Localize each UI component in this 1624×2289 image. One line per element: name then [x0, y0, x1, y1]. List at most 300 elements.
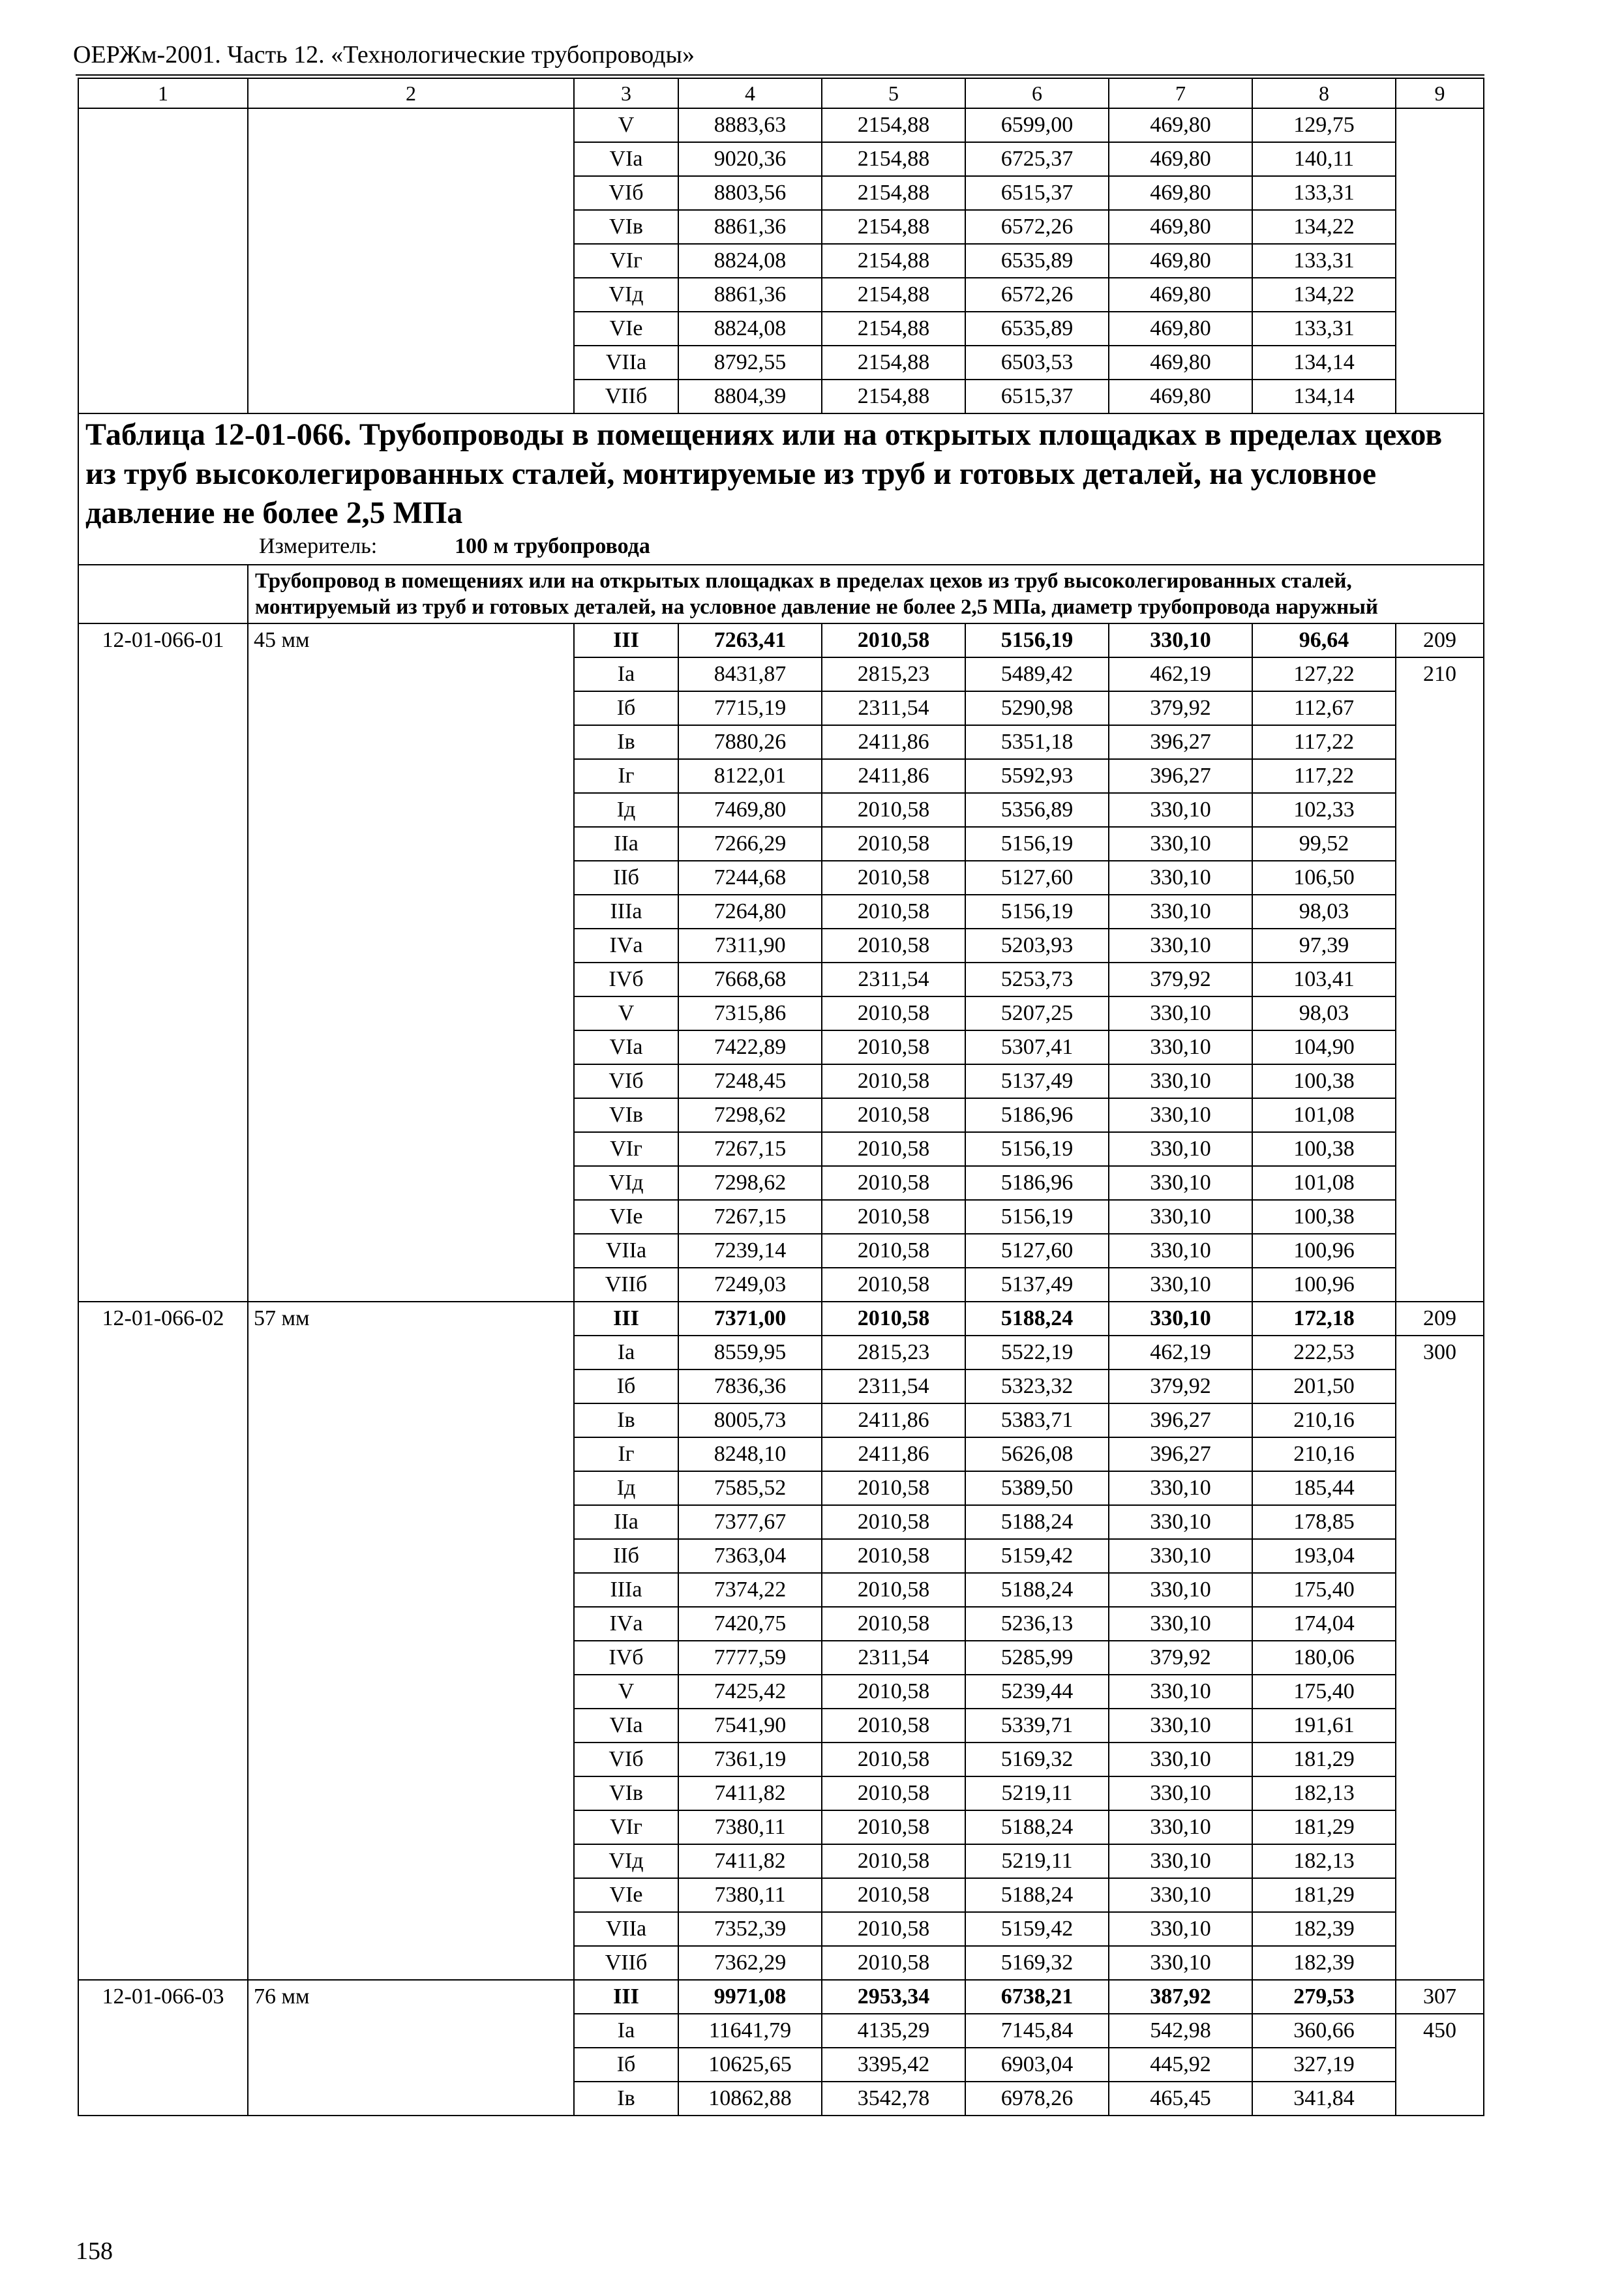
materials-cell: 134,14	[1252, 380, 1396, 413]
materials-cell: 172,18	[1252, 1302, 1396, 1336]
labor-cost-cell: 2154,88	[822, 210, 965, 244]
machine-cost-cell: 5592,93	[965, 759, 1109, 793]
total-cost-cell: 7267,15	[678, 1132, 822, 1166]
labor-cost-cell: 2311,54	[822, 1641, 965, 1675]
labor-cost-cell: 2010,58	[822, 1878, 965, 1912]
column-number-8: 8	[1252, 78, 1396, 108]
machine-cost-cell: 5186,96	[965, 1166, 1109, 1200]
driver-wage-cell: 330,10	[1109, 793, 1252, 827]
column-number-2: 2	[248, 78, 574, 108]
description-code-cell	[78, 565, 248, 623]
zone-cell: VIд	[574, 278, 678, 312]
materials-cell: 210,16	[1252, 1403, 1396, 1437]
table-description: Трубопровод в помещениях или на открытых площадках в пределах цехов из труб высоколегированных сталей, монтируемый из труб и готовых деталей, на условное давление не более 2,5 МПа, диаметр трубопровода наружный	[248, 565, 1484, 623]
zone-cell: Iд	[574, 793, 678, 827]
labor-cost-cell: 2010,58	[822, 1743, 965, 1776]
labor-cost-cell: 2154,88	[822, 142, 965, 176]
zone-cell: VIIа	[574, 346, 678, 380]
machine-cost-cell: 5159,42	[965, 1912, 1109, 1946]
labor-cost-cell: 2010,58	[822, 1709, 965, 1743]
driver-wage-cell: 542,98	[1109, 2014, 1252, 2048]
driver-wage-cell: 396,27	[1109, 1437, 1252, 1471]
materials-cell: 180,06	[1252, 1641, 1396, 1675]
machine-cost-cell: 5156,19	[965, 623, 1109, 657]
total-cost-cell: 7411,82	[678, 1776, 822, 1810]
machine-cost-cell: 6903,04	[965, 2048, 1109, 2082]
labor-cost-cell: 2311,54	[822, 691, 965, 725]
materials-cell: 106,50	[1252, 861, 1396, 895]
labor-cost-cell: 2010,58	[822, 1064, 965, 1098]
labor-cost-cell: 2010,58	[822, 895, 965, 929]
wage-cell	[1396, 108, 1484, 413]
labor-cost-cell: 2154,88	[822, 278, 965, 312]
driver-wage-cell: 379,92	[1109, 691, 1252, 725]
zone-cell: IVа	[574, 1607, 678, 1641]
driver-wage-cell: 462,19	[1109, 1336, 1252, 1369]
total-cost-cell: 8005,73	[678, 1403, 822, 1437]
total-cost-cell: 8824,08	[678, 244, 822, 278]
machine-cost-cell: 5188,24	[965, 1302, 1109, 1336]
column-number-3: 3	[574, 78, 678, 108]
total-cost-cell: 7363,04	[678, 1539, 822, 1573]
machine-cost-cell: 5323,32	[965, 1369, 1109, 1403]
driver-wage-cell: 330,10	[1109, 996, 1252, 1030]
zone-cell: Iд	[574, 1471, 678, 1505]
total-cost-cell: 7362,29	[678, 1946, 822, 1980]
machine-cost-cell: 6725,37	[965, 142, 1109, 176]
pipe-diameter: 57 мм	[248, 1302, 574, 1980]
zone-cell: Iв	[574, 725, 678, 759]
table-row	[78, 1302, 1484, 1336]
labor-cost-cell: 2815,23	[822, 1336, 965, 1369]
measurer-label: Измеритель:	[259, 534, 378, 558]
driver-wage-cell: 379,92	[1109, 963, 1252, 996]
table-title: Таблица 12-01-066. Трубопроводы в помещениях или на открытых площадках в пределах цехов из труб высоколегированных сталей, монтируемые из труб и готовых деталей, на условное давление не более 2,5 МПа	[85, 417, 1443, 530]
item-code: 12-01-066-01	[78, 623, 248, 1302]
total-cost-cell: 8431,87	[678, 657, 822, 691]
machine-cost-cell: 6515,37	[965, 176, 1109, 210]
machine-cost-cell: 5188,24	[965, 1810, 1109, 1844]
total-cost-cell: 7239,14	[678, 1234, 822, 1268]
driver-wage-cell: 330,10	[1109, 1776, 1252, 1810]
driver-wage-cell: 330,10	[1109, 1878, 1252, 1912]
machine-cost-cell: 5207,25	[965, 996, 1109, 1030]
machine-cost-cell: 5236,13	[965, 1607, 1109, 1641]
materials-cell: 191,61	[1252, 1709, 1396, 1743]
total-cost-cell: 8861,36	[678, 210, 822, 244]
driver-wage-cell: 379,92	[1109, 1641, 1252, 1675]
zone-cell: IIб	[574, 1539, 678, 1573]
wage-cell: 450	[1396, 2014, 1484, 2116]
zone-cell: V	[574, 1675, 678, 1709]
materials-cell: 101,08	[1252, 1166, 1396, 1200]
zone-cell: VIIб	[574, 1268, 678, 1302]
total-cost-cell: 7267,15	[678, 1200, 822, 1234]
materials-cell: 133,31	[1252, 244, 1396, 278]
materials-cell: 99,52	[1252, 827, 1396, 861]
driver-wage-cell: 330,10	[1109, 861, 1252, 895]
labor-cost-cell: 2154,88	[822, 244, 965, 278]
labor-cost-cell: 2311,54	[822, 963, 965, 996]
zone-cell: VIIб	[574, 1946, 678, 1980]
machine-cost-cell: 5169,32	[965, 1743, 1109, 1776]
table-row	[78, 1980, 1484, 2014]
zone-cell: Iа	[574, 2014, 678, 2048]
labor-cost-cell: 2010,58	[822, 1776, 965, 1810]
labor-cost-cell: 2010,58	[822, 1166, 965, 1200]
driver-wage-cell: 330,10	[1109, 1912, 1252, 1946]
machine-cost-cell: 5290,98	[965, 691, 1109, 725]
total-cost-cell: 8792,55	[678, 346, 822, 380]
total-cost-cell: 8861,36	[678, 278, 822, 312]
materials-cell: 279,53	[1252, 1980, 1396, 2014]
machine-cost-cell: 5307,41	[965, 1030, 1109, 1064]
labor-cost-cell: 2010,58	[822, 1268, 965, 1302]
total-cost-cell: 8122,01	[678, 759, 822, 793]
driver-wage-cell: 469,80	[1109, 176, 1252, 210]
materials-cell: 341,84	[1252, 2082, 1396, 2116]
zone-cell: VIа	[574, 142, 678, 176]
machine-cost-cell: 5356,89	[965, 793, 1109, 827]
materials-cell: 100,38	[1252, 1200, 1396, 1234]
measurer-value: 100 м трубопровода	[455, 534, 650, 558]
labor-cost-cell: 2411,86	[822, 759, 965, 793]
machine-cost-cell: 5626,08	[965, 1437, 1109, 1471]
wage-cell: 209	[1396, 1302, 1484, 1336]
total-cost-cell: 7263,41	[678, 623, 822, 657]
total-cost-cell: 7249,03	[678, 1268, 822, 1302]
materials-cell: 129,75	[1252, 108, 1396, 142]
machine-cost-cell: 5188,24	[965, 1505, 1109, 1539]
driver-wage-cell: 469,80	[1109, 108, 1252, 142]
zone-cell: VIг	[574, 1810, 678, 1844]
driver-wage-cell: 330,10	[1109, 1573, 1252, 1607]
zone-cell: VIг	[574, 1132, 678, 1166]
materials-cell: 112,67	[1252, 691, 1396, 725]
zone-cell: Iв	[574, 1403, 678, 1437]
zone-cell: Iв	[574, 2082, 678, 2116]
machine-cost-cell: 5137,49	[965, 1268, 1109, 1302]
machine-cost-cell: 6599,00	[965, 108, 1109, 142]
driver-wage-cell: 330,10	[1109, 1302, 1252, 1336]
total-cost-cell: 8559,95	[678, 1336, 822, 1369]
total-cost-cell: 7880,26	[678, 725, 822, 759]
materials-cell: 175,40	[1252, 1573, 1396, 1607]
total-cost-cell: 7377,67	[678, 1505, 822, 1539]
machine-cost-cell: 5188,24	[965, 1573, 1109, 1607]
driver-wage-cell: 469,80	[1109, 380, 1252, 413]
total-cost-cell: 7352,39	[678, 1912, 822, 1946]
materials-cell: 117,22	[1252, 759, 1396, 793]
total-cost-cell: 9020,36	[678, 142, 822, 176]
labor-cost-cell: 2010,58	[822, 1132, 965, 1166]
machine-cost-cell: 5339,71	[965, 1709, 1109, 1743]
zone-cell: VIд	[574, 1166, 678, 1200]
total-cost-cell: 7420,75	[678, 1607, 822, 1641]
labor-cost-cell: 2010,58	[822, 827, 965, 861]
driver-wage-cell: 469,80	[1109, 278, 1252, 312]
machine-cost-cell: 6978,26	[965, 2082, 1109, 2116]
zone-cell: III	[574, 623, 678, 657]
total-cost-cell: 7425,42	[678, 1675, 822, 1709]
labor-cost-cell: 2010,58	[822, 1810, 965, 1844]
wage-cell: 209	[1396, 623, 1484, 657]
materials-cell: 133,31	[1252, 312, 1396, 346]
pipe-diameter: 45 мм	[248, 623, 574, 1302]
materials-cell: 327,19	[1252, 2048, 1396, 2082]
materials-cell: 100,96	[1252, 1268, 1396, 1302]
total-cost-cell: 7668,68	[678, 963, 822, 996]
zone-cell: VIд	[574, 1844, 678, 1878]
materials-cell: 101,08	[1252, 1098, 1396, 1132]
zone-cell: VIа	[574, 1709, 678, 1743]
total-cost-cell: 7315,86	[678, 996, 822, 1030]
machine-cost-cell: 5489,42	[965, 657, 1109, 691]
column-number-9: 9	[1396, 78, 1484, 108]
machine-cost-cell: 6572,26	[965, 210, 1109, 244]
column-number-6: 6	[965, 78, 1109, 108]
total-cost-cell: 8804,39	[678, 380, 822, 413]
materials-cell: 104,90	[1252, 1030, 1396, 1064]
zone-cell: VIб	[574, 176, 678, 210]
materials-cell: 181,29	[1252, 1810, 1396, 1844]
total-cost-cell: 7541,90	[678, 1709, 822, 1743]
labor-cost-cell: 2010,58	[822, 793, 965, 827]
zone-cell: VIб	[574, 1743, 678, 1776]
machine-cost-cell: 5239,44	[965, 1675, 1109, 1709]
table-title-row	[78, 413, 1484, 565]
labor-cost-cell: 4135,29	[822, 2014, 965, 2048]
zone-cell: IVб	[574, 1641, 678, 1675]
materials-cell: 140,11	[1252, 142, 1396, 176]
machine-cost-cell: 5156,19	[965, 1132, 1109, 1166]
machine-cost-cell: 5351,18	[965, 725, 1109, 759]
total-cost-cell: 7585,52	[678, 1471, 822, 1505]
labor-cost-cell: 2010,58	[822, 1539, 965, 1573]
driver-wage-cell: 445,92	[1109, 2048, 1252, 2082]
driver-wage-cell: 462,19	[1109, 657, 1252, 691]
labor-cost-cell: 2010,58	[822, 1200, 965, 1234]
machine-cost-cell: 5522,19	[965, 1336, 1109, 1369]
driver-wage-cell: 330,10	[1109, 1539, 1252, 1573]
measurer	[85, 533, 1477, 563]
machine-cost-cell: 5285,99	[965, 1641, 1109, 1675]
pipe-diameter: 76 мм	[248, 1980, 574, 2116]
machine-cost-cell: 7145,84	[965, 2014, 1109, 2048]
total-cost-cell: 11641,79	[678, 2014, 822, 2048]
total-cost-cell: 8883,63	[678, 108, 822, 142]
materials-cell: 182,13	[1252, 1776, 1396, 1810]
header-rule	[76, 74, 1484, 76]
zone-cell: Iб	[574, 1369, 678, 1403]
item-code: 12-01-066-02	[78, 1302, 248, 1980]
materials-cell: 178,85	[1252, 1505, 1396, 1539]
materials-cell: 360,66	[1252, 2014, 1396, 2048]
machine-cost-cell: 6535,89	[965, 312, 1109, 346]
materials-cell: 134,22	[1252, 278, 1396, 312]
total-cost-cell: 7371,00	[678, 1302, 822, 1336]
wage-cell: 300	[1396, 1336, 1484, 1980]
labor-cost-cell: 2010,58	[822, 1675, 965, 1709]
labor-cost-cell: 2010,58	[822, 1573, 965, 1607]
labor-cost-cell: 2154,88	[822, 108, 965, 142]
zone-cell: Iа	[574, 1336, 678, 1369]
machine-cost-cell: 5156,19	[965, 827, 1109, 861]
zone-cell: Iг	[574, 1437, 678, 1471]
zone-cell: VIе	[574, 1878, 678, 1912]
labor-cost-cell: 2010,58	[822, 929, 965, 963]
driver-wage-cell: 469,80	[1109, 312, 1252, 346]
zone-cell: IVб	[574, 963, 678, 996]
zone-cell: Iа	[574, 657, 678, 691]
driver-wage-cell: 396,27	[1109, 725, 1252, 759]
machine-cost-cell: 5159,42	[965, 1539, 1109, 1573]
total-cost-cell: 7380,11	[678, 1810, 822, 1844]
driver-wage-cell: 469,80	[1109, 142, 1252, 176]
zone-cell: VIв	[574, 1098, 678, 1132]
zone-cell: V	[574, 108, 678, 142]
driver-wage-cell: 330,10	[1109, 1268, 1252, 1302]
page-header: ОЕРЖм-2001. Часть 12. «Технологические трубопроводы»	[73, 41, 695, 68]
total-cost-cell: 8248,10	[678, 1437, 822, 1471]
machine-cost-cell: 5156,19	[965, 1200, 1109, 1234]
total-cost-cell: 7248,45	[678, 1064, 822, 1098]
zone-cell: IIб	[574, 861, 678, 895]
labor-cost-cell: 3395,42	[822, 2048, 965, 2082]
driver-wage-cell: 330,10	[1109, 1810, 1252, 1844]
machine-cost-cell: 6738,21	[965, 1980, 1109, 2014]
zone-cell: III	[574, 1302, 678, 1336]
total-cost-cell: 10625,65	[678, 2048, 822, 2082]
materials-cell: 97,39	[1252, 929, 1396, 963]
labor-cost-cell: 2010,58	[822, 623, 965, 657]
labor-cost-cell: 2815,23	[822, 657, 965, 691]
machine-cost-cell: 5188,24	[965, 1878, 1109, 1912]
driver-wage-cell: 330,10	[1109, 895, 1252, 929]
description-row	[78, 565, 1484, 623]
labor-cost-cell: 2411,86	[822, 725, 965, 759]
machine-cost-cell: 5383,71	[965, 1403, 1109, 1437]
zone-cell: III	[574, 1980, 678, 2014]
driver-wage-cell: 330,10	[1109, 929, 1252, 963]
zone-cell: VIе	[574, 1200, 678, 1234]
materials-cell: 98,03	[1252, 895, 1396, 929]
materials-cell: 201,50	[1252, 1369, 1396, 1403]
driver-wage-cell: 330,10	[1109, 1743, 1252, 1776]
machine-cost-cell: 5186,96	[965, 1098, 1109, 1132]
zone-cell: VIIа	[574, 1912, 678, 1946]
driver-wage-cell: 330,10	[1109, 1607, 1252, 1641]
materials-cell: 134,14	[1252, 346, 1396, 380]
zone-cell: VIIб	[574, 380, 678, 413]
zone-cell: Iб	[574, 691, 678, 725]
price-table	[78, 78, 1484, 2116]
labor-cost-cell: 2010,58	[822, 1471, 965, 1505]
labor-cost-cell: 2010,58	[822, 1234, 965, 1268]
zone-cell: IIIа	[574, 1573, 678, 1607]
total-cost-cell: 7361,19	[678, 1743, 822, 1776]
table-body	[78, 78, 1484, 2116]
labor-cost-cell: 2411,86	[822, 1403, 965, 1437]
driver-wage-cell: 330,10	[1109, 1505, 1252, 1539]
column-number-row	[78, 78, 1484, 108]
materials-cell: 117,22	[1252, 725, 1396, 759]
column-number-5: 5	[822, 78, 965, 108]
labor-cost-cell: 2154,88	[822, 346, 965, 380]
labor-cost-cell: 2010,58	[822, 1098, 965, 1132]
labor-cost-cell: 2010,58	[822, 861, 965, 895]
labor-cost-cell: 2154,88	[822, 380, 965, 413]
materials-cell: 100,38	[1252, 1132, 1396, 1166]
labor-cost-cell: 2010,58	[822, 1946, 965, 1980]
wage-cell: 307	[1396, 1980, 1484, 2014]
machine-cost-cell: 5389,50	[965, 1471, 1109, 1505]
total-cost-cell: 7411,82	[678, 1844, 822, 1878]
driver-wage-cell: 396,27	[1109, 759, 1252, 793]
diameter-cell	[248, 108, 574, 413]
total-cost-cell: 7244,68	[678, 861, 822, 895]
materials-cell: 181,29	[1252, 1878, 1396, 1912]
total-cost-cell: 7422,89	[678, 1030, 822, 1064]
column-number-4: 4	[678, 78, 822, 108]
materials-cell: 185,44	[1252, 1471, 1396, 1505]
page-number: 158	[76, 2237, 113, 2265]
total-cost-cell: 8803,56	[678, 176, 822, 210]
driver-wage-cell: 330,10	[1109, 1946, 1252, 1980]
materials-cell: 103,41	[1252, 963, 1396, 996]
driver-wage-cell: 330,10	[1109, 1471, 1252, 1505]
machine-cost-cell: 5127,60	[965, 1234, 1109, 1268]
materials-cell: 102,33	[1252, 793, 1396, 827]
code-cell	[78, 108, 248, 413]
machine-cost-cell: 5169,32	[965, 1946, 1109, 1980]
wage-cell: 210	[1396, 657, 1484, 1302]
driver-wage-cell: 330,10	[1109, 1064, 1252, 1098]
machine-cost-cell: 5137,49	[965, 1064, 1109, 1098]
machine-cost-cell: 5156,19	[965, 895, 1109, 929]
driver-wage-cell: 330,10	[1109, 1234, 1252, 1268]
item-code: 12-01-066-03	[78, 1980, 248, 2116]
labor-cost-cell: 2953,34	[822, 1980, 965, 2014]
materials-cell: 175,40	[1252, 1675, 1396, 1709]
total-cost-cell: 7298,62	[678, 1166, 822, 1200]
table-row	[78, 623, 1484, 657]
driver-wage-cell: 330,10	[1109, 1166, 1252, 1200]
driver-wage-cell: 330,10	[1109, 1200, 1252, 1234]
materials-cell: 100,38	[1252, 1064, 1396, 1098]
machine-cost-cell: 6572,26	[965, 278, 1109, 312]
materials-cell: 98,03	[1252, 996, 1396, 1030]
driver-wage-cell: 465,45	[1109, 2082, 1252, 2116]
labor-cost-cell: 2010,58	[822, 1030, 965, 1064]
materials-cell: 182,39	[1252, 1946, 1396, 1980]
driver-wage-cell: 330,10	[1109, 1132, 1252, 1166]
labor-cost-cell: 2411,86	[822, 1437, 965, 1471]
column-number-1: 1	[78, 78, 248, 108]
zone-cell: VIв	[574, 1776, 678, 1810]
driver-wage-cell: 330,10	[1109, 1844, 1252, 1878]
materials-cell: 133,31	[1252, 176, 1396, 210]
machine-cost-cell: 5127,60	[965, 861, 1109, 895]
zone-cell: VIб	[574, 1064, 678, 1098]
labor-cost-cell: 2010,58	[822, 1607, 965, 1641]
materials-cell: 174,04	[1252, 1607, 1396, 1641]
zone-cell: Iг	[574, 759, 678, 793]
machine-cost-cell: 6503,53	[965, 346, 1109, 380]
zone-cell: IIа	[574, 827, 678, 861]
driver-wage-cell: 330,10	[1109, 827, 1252, 861]
driver-wage-cell: 330,10	[1109, 1030, 1252, 1064]
